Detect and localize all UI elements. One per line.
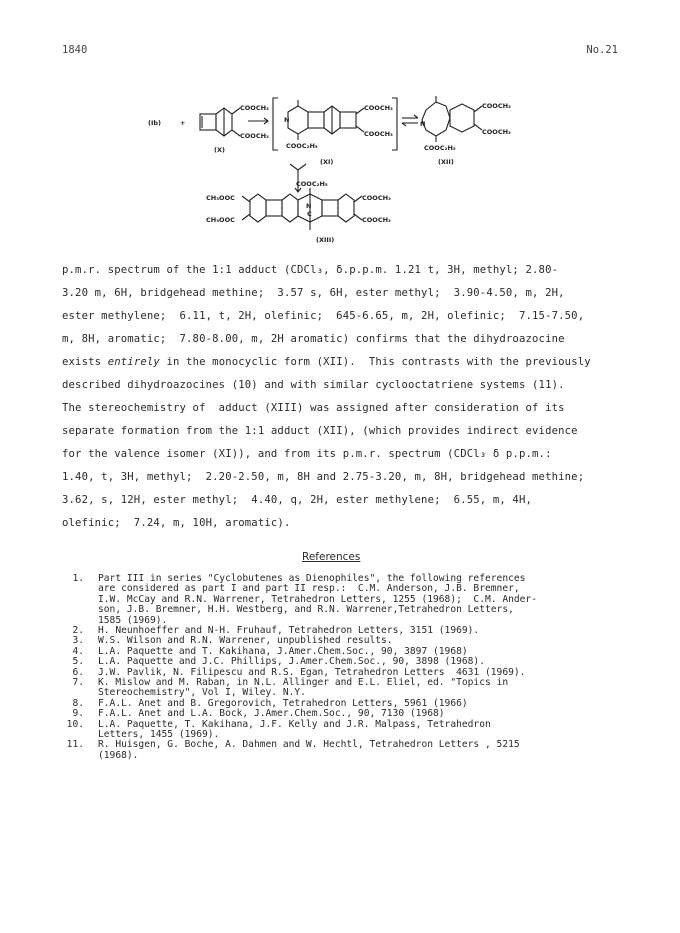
xiii-ester-left-top: CH₃OOC bbox=[206, 194, 235, 202]
compound-xiii-structure bbox=[242, 188, 362, 230]
xiii-nitrogen: N bbox=[306, 202, 312, 210]
reference-line: Stereochemistry", Vol I, Wiley. N.Y. bbox=[98, 687, 306, 699]
x-ester-top: COOCH₃ bbox=[240, 104, 269, 112]
xiii-ester-right-bottom: COOCH₃ bbox=[362, 216, 391, 224]
label-xiii: (XIII) bbox=[316, 236, 335, 244]
reference-line: L.A. Paquette and T. Kakihana, J.Amer.Chem.Soc., 90, 3897 (1968) bbox=[98, 645, 468, 657]
journal-number: No.21 bbox=[586, 44, 618, 56]
body-line: for the valence isomer (XI)), and from its p.m.r. spectrum (CDCl₃ δ p.p.m.: bbox=[62, 448, 552, 460]
body-line bbox=[62, 356, 591, 368]
reference-number: 4. bbox=[72, 645, 84, 657]
xi-ester-bottom: COOCH₃ bbox=[364, 130, 393, 138]
reference-line: F.A.L. Anet and B. Gregorovich, Tetrahedron Letters, 5961 (1966) bbox=[98, 697, 468, 709]
reference-number: 8. bbox=[72, 697, 84, 709]
reference-number: 2. bbox=[72, 625, 84, 636]
xii-ester-bottom: COOCH₃ bbox=[482, 128, 511, 136]
body-line: m, 8H, aromatic; 7.80-8.00, m, 2H aromatic) confirms that the dihydroazocine bbox=[62, 333, 565, 345]
reference-line: K. Mislow and M. Raban, in N.L. Allinger and E.L. Eliel, ed. "Topics in bbox=[98, 677, 509, 688]
reference-line: Part III in series "Cyclobutenes as Dienophiles", the following references bbox=[98, 573, 526, 584]
reference-line: 1585 (1969). bbox=[98, 614, 168, 626]
label-ib: (Ib) bbox=[148, 119, 162, 127]
reference-number: 11. bbox=[66, 739, 84, 751]
body-line: 3.62, s, 12H, ester methyl; 4.40, q, 2H, ester methylene; 6.55, m, 4H, bbox=[62, 494, 533, 506]
reference-line: W.S. Wilson and R.N. Warrener, unpublished results. bbox=[98, 635, 393, 647]
body-text: exists bbox=[62, 356, 108, 368]
xi-ester-top: COOCH₃ bbox=[364, 104, 393, 112]
label-x: (X) bbox=[214, 146, 225, 154]
label-xi: (XI) bbox=[320, 158, 334, 166]
reference-line: F.A.L. Anet and L.A. Bock, J.Amer.Chem.Soc., 90, 7130 (1968) bbox=[98, 708, 445, 720]
reference-line: are considered as part I and part II resp.: C.M. Anderson, J.B. Bremner, bbox=[98, 583, 520, 595]
compound-xi-structure bbox=[288, 100, 364, 140]
xi-nitrogen: N bbox=[284, 116, 290, 124]
reference-item bbox=[62, 740, 622, 761]
reference-number: 6. bbox=[72, 666, 84, 678]
xiii-ester-left-bottom: CH₃OOC bbox=[206, 216, 235, 224]
reference-line: L.A. Paquette, T. Kakihana, J.F. Kelly and J.R. Malpass, Tetrahedron bbox=[98, 718, 491, 730]
reference-line: R. Huisgen, G. Boche, A. Dahmen and W. Hechtl, Tetrahedron Letters , 5215 bbox=[98, 739, 520, 751]
emphasis-entirely: entirely bbox=[107, 356, 160, 368]
compound-xii-structure bbox=[422, 96, 482, 142]
reference-number: 3. bbox=[72, 635, 84, 647]
reference-number: 5. bbox=[72, 656, 84, 668]
xi-ethyl-ester: COOC₂H₅ bbox=[286, 142, 318, 150]
body-text: in the monocyclic form (XII). This contrasts with the previously bbox=[159, 356, 591, 368]
reference-number: 10. bbox=[66, 718, 84, 730]
reaction-scheme bbox=[120, 92, 540, 252]
plus-sign: + bbox=[180, 119, 186, 127]
body-line: described dihydroazocines (10) and with similar cyclooctatriene systems (11). bbox=[62, 379, 565, 391]
body-line: ester methylene; 6.11, t, 2H, olefinic; 645-6.65, m, 2H, olefinic; 7.15-7.50, bbox=[62, 310, 585, 322]
reference-line: H. Neunhoeffer and N-H. Fruhauf, Tetrahedron Letters, 3151 (1969). bbox=[98, 625, 480, 636]
body-line: 1.40, t, 3H, methyl; 2.20-2.50, m, 8H and 2.75-3.20, m, 8H, bridgehead methine; bbox=[62, 471, 585, 483]
reference-line: J.W. Pavlik, N. Filipescu and R.S. Egan, Tetrahedron Letters 4631 (1969). bbox=[98, 666, 526, 678]
reference-line: Letters, 1455 (1969). bbox=[98, 729, 220, 740]
xii-ethyl-ester: COOC₂H₅ bbox=[424, 144, 456, 152]
xiii-ethyl-ester: COOC₂H₅ bbox=[296, 180, 328, 188]
reference-number: 1. bbox=[72, 573, 84, 584]
reference-number: 9. bbox=[72, 708, 84, 720]
body-line: olefinic; 7.24, m, 10H, aromatic). bbox=[62, 517, 291, 529]
reference-line: I.W. McCay and R.N. Warrener, Tetrahedron Letters, 1255 (1968); C.M. Ander- bbox=[98, 593, 537, 605]
reference-item bbox=[62, 678, 622, 699]
body-line: p.m.r. spectrum of the 1:1 adduct (CDCl₃, δ.p.p.m. 1.21 t, 3H, methyl; 2.80- bbox=[62, 264, 559, 276]
body-line: 3.20 m, 6H, bridgehead methine; 3.57 s, 6H, ester methyl; 3.90-4.50, m, 2H, bbox=[62, 287, 565, 299]
xiii-carbon: C bbox=[307, 210, 312, 218]
reference-text bbox=[98, 678, 622, 699]
reference-text bbox=[98, 720, 622, 741]
page-number: 1840 bbox=[62, 44, 88, 56]
reference-number: 7. bbox=[72, 677, 84, 688]
reference-item bbox=[62, 574, 622, 626]
references-heading: References bbox=[302, 551, 361, 563]
reference-text bbox=[98, 574, 622, 626]
reference-line: (1968). bbox=[98, 749, 139, 761]
reference-line: son, J.B. Bremner, H.H. Westberg, and R.N. Warrener,Tetrahedron Letters, bbox=[98, 604, 514, 616]
body-line: The stereochemistry of adduct (XIII) was assigned after consideration of its bbox=[62, 402, 565, 414]
xii-ester-top: COOCH₃ bbox=[482, 102, 511, 110]
label-xii: (XII) bbox=[438, 158, 454, 166]
x-ester-bottom: COOCH₃ bbox=[240, 132, 269, 140]
xiii-ester-right-top: COOCH₃ bbox=[362, 194, 391, 202]
reference-line: L.A. Paquette and J.C. Phillips, J.Amer.Chem.Soc., 90, 3898 (1968). bbox=[98, 656, 485, 668]
xii-nitrogen: N bbox=[420, 120, 426, 128]
body-line: separate formation from the 1:1 adduct (XII), (which provides indirect evidence bbox=[62, 425, 578, 437]
compound-x-structure bbox=[200, 108, 240, 136]
reference-text bbox=[98, 740, 622, 761]
reference-item bbox=[62, 720, 622, 741]
